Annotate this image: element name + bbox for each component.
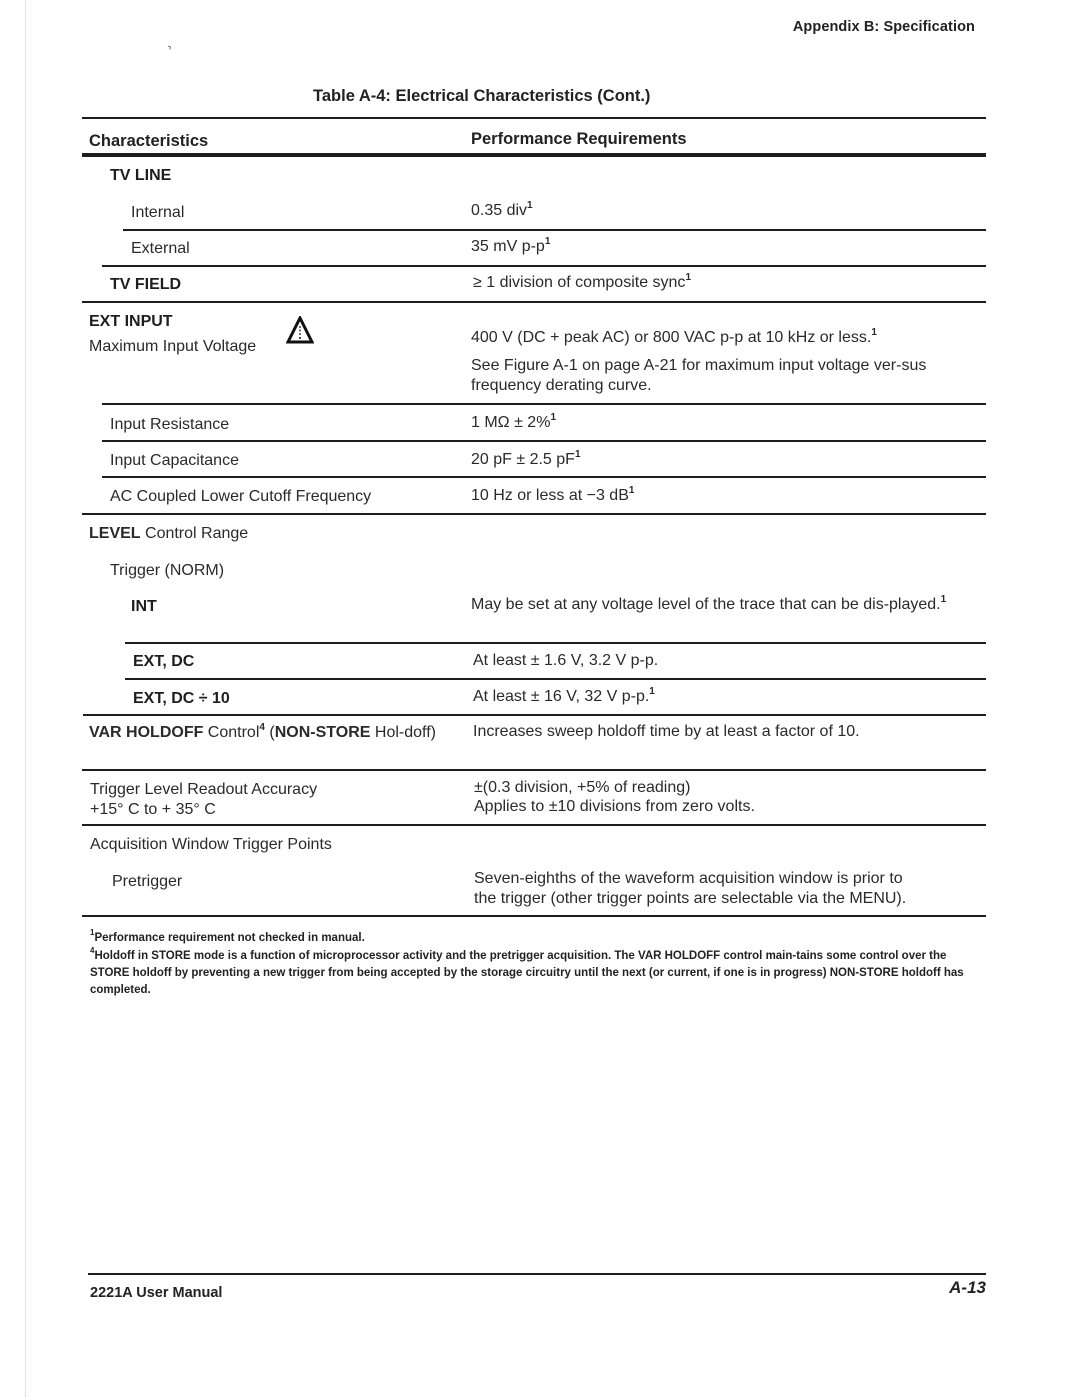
- row-internal-rule: [123, 229, 986, 231]
- column-header-performance: Performance Requirements: [471, 130, 687, 148]
- row-trigger-readout-label-1: Trigger Level Readout Accuracy: [90, 781, 318, 798]
- row-ext-dc-rule: [125, 678, 986, 680]
- footer-rule: [88, 1273, 986, 1275]
- footer-page-number: A-13: [949, 1278, 986, 1297]
- row-ac-coupled-rule: [82, 513, 986, 515]
- column-header-characteristics: Characteristics: [89, 132, 209, 150]
- row-ext-dc-label: EXT, DC: [133, 653, 195, 670]
- row-input-capacitance-value: 20 pF ± 2.5 $pF^1$: [471, 448, 581, 468]
- row-tv-field-label: TV FIELD: [110, 276, 182, 293]
- scan-speck: ›: [165, 41, 174, 54]
- row-trigger-readout-label-2: +15° C to + 35° C: [90, 801, 216, 818]
- row-internal-value: 0.35 div$^1$: [471, 199, 533, 219]
- row-pretrigger-label: Pretrigger: [112, 873, 183, 890]
- row-external-value: 35 mV $p-p^1$: [471, 235, 551, 255]
- row-var-holdoff-value: Increases sweep holdoff time by at least a factor of 10.: [473, 723, 860, 740]
- row-ext-input-value: 400 V (DC + peak AC) or 800 VAC p-p at 10 kHz or less.$^1$: [471, 326, 877, 346]
- row-input-resistance-rule: [102, 440, 986, 442]
- table-bottom-rule: [82, 915, 986, 917]
- row-trigger-readout-value-1: ±(0.3 division, +5% of reading): [474, 779, 691, 796]
- row-var-holdoff-rule: [82, 769, 986, 771]
- row-trigger-norm-label: Trigger (NORM): [110, 562, 225, 579]
- row-int-rule: [125, 642, 986, 644]
- row-level-control-label: LEVEL Control Range: [89, 525, 249, 542]
- footnote-4: $^4$Holdoff in STORE mode is a function of microprocessor activity and the pretrigger acquisition. The VAR HOLDOFF control main-tains some control over the STORE holdoff by preventing a new trigger from being accepted by the storage circuitry until the next (or current, if one is in progress) NON-STORE holdoff has completed.: [90, 946, 964, 996]
- row-ext-dc-10-value: At least ± 16 V, 32 V p-p.$^1$: [473, 685, 655, 705]
- footnotes: [90, 930, 980, 999]
- row-int-label: INT: [131, 598, 157, 615]
- running-head: Appendix B: Specification: [792, 19, 975, 35]
- binding-edge-line: [25, 0, 26, 1397]
- row-ext-input-rule: [102, 403, 986, 405]
- warning-triangle-icon: [286, 316, 314, 344]
- row-tv-line-label: TV LINE: [110, 167, 172, 184]
- row-ac-coupled-label: AC Coupled Lower Cutoff Frequency: [110, 488, 372, 505]
- footnote-1: $^1$Performance requirement not checked in manual.: [90, 928, 365, 944]
- row-external-rule: [102, 265, 986, 267]
- header-bottom-rule: [82, 153, 986, 157]
- row-ext-input-label: EXT INPUT: [89, 313, 173, 330]
- footer-manual-title: 2221A User Manual: [90, 1285, 223, 1301]
- row-input-resistance-value: 1 MΩ ± 2%$^1$: [471, 411, 556, 431]
- row-trigger-readout-value-2: Applies to ±10 divisions from zero volts.: [474, 798, 755, 815]
- row-max-input-voltage-label: Maximum Input Voltage: [89, 338, 257, 355]
- row-tv-field-value: ≥ 1 division of composite sync$^1$: [473, 271, 691, 291]
- row-ac-coupled-value: 10 Hz or less at −3 $dB^1$: [471, 484, 635, 504]
- row-pretrigger-value-1: Seven-eighths of the waveform acquisition window is prior to: [474, 870, 903, 887]
- row-internal-label: Internal: [131, 204, 185, 221]
- row-acq-window-label: Acquisition Window Trigger Points: [90, 836, 332, 853]
- row-var-holdoff-label: VAR HOLDOFF Control$^4$ (NON-STORE Hol-doff): [89, 721, 436, 741]
- row-ext-dc-value: At least ± 1.6 V, 3.2 V p-p.: [473, 652, 659, 669]
- table-title: Table A-4: Electrical Characteristics (Cont.): [313, 87, 651, 105]
- row-input-capacitance-label: Input Capacitance: [110, 452, 239, 469]
- row-trigger-readout-rule: [82, 824, 986, 826]
- row-tv-field-rule: [82, 301, 986, 303]
- row-ext-input-note: See Figure A-1 on page A-21 for maximum input voltage ver-sus frequency derating curve.: [471, 357, 927, 394]
- row-ext-dc-10-rule: [83, 714, 986, 716]
- row-input-resistance-label: Input Resistance: [110, 416, 230, 433]
- row-ext-dc-10-label: EXT, DC ÷ 10: [133, 690, 230, 707]
- row-input-capacitance-rule: [102, 476, 986, 478]
- row-int-value: May be set at any voltage level of the trace that can be dis-played.$^1$: [471, 593, 947, 613]
- table-top-rule: [82, 117, 986, 119]
- row-external-label: External: [131, 240, 190, 257]
- row-pretrigger-value-2: the trigger (other trigger points are selectable via the MENU).: [474, 890, 907, 907]
